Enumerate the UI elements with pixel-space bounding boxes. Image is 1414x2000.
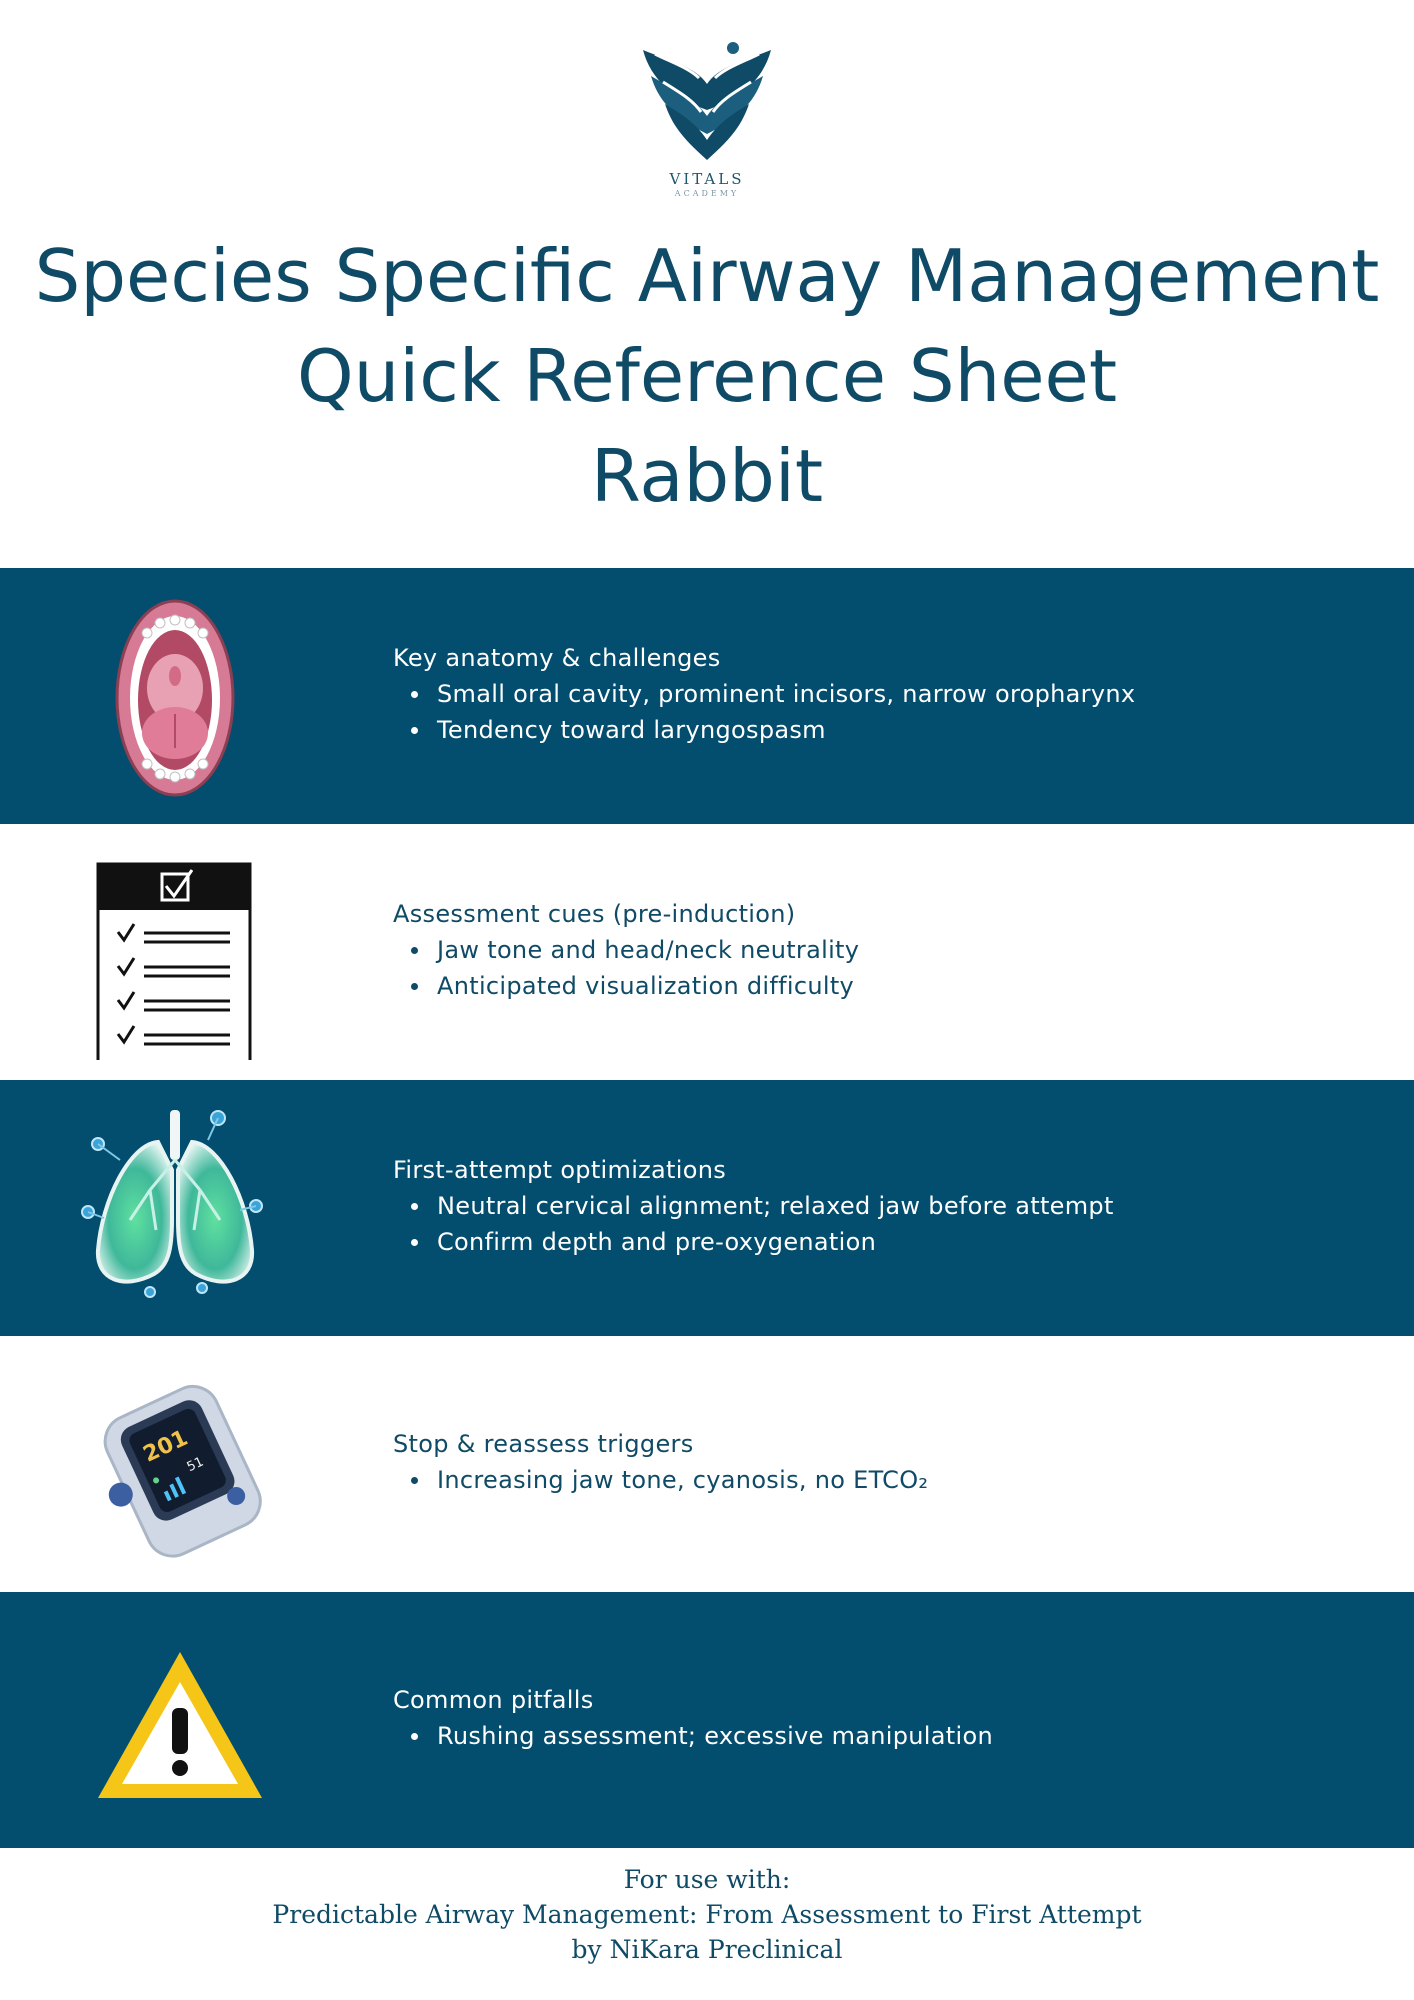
oximeter-reading-top: 201 bbox=[139, 1425, 192, 1468]
title-line-2: Quick Reference Sheet bbox=[296, 334, 1118, 418]
section-first-attempt bbox=[0, 1080, 1414, 1336]
checklist-icon bbox=[80, 844, 280, 1060]
section-heading: Stop & reassess triggers bbox=[393, 1430, 694, 1458]
footer-line-3: by NiKara Preclinical bbox=[571, 1935, 843, 1964]
open-mouth-icon bbox=[80, 588, 280, 804]
page-title bbox=[0, 226, 1414, 526]
list-item: Increasing jaw tone, cyanosis, no ETCO₂ bbox=[437, 1462, 1353, 1498]
footer-line-2: Predictable Airway Management: From Assessment to First Attempt bbox=[272, 1900, 1142, 1929]
lungs-icon bbox=[80, 1100, 280, 1316]
warning-icon bbox=[80, 1612, 280, 1828]
section-content bbox=[393, 1426, 1353, 1498]
section-stop-reassess bbox=[0, 1336, 1414, 1592]
list-item: Anticipated visualization difficulty bbox=[437, 968, 1353, 1004]
section-content bbox=[393, 1682, 1353, 1754]
bullet-list bbox=[393, 1462, 1353, 1498]
footer bbox=[0, 1862, 1414, 1967]
title-line-3: Rabbit bbox=[590, 434, 824, 518]
section-content bbox=[393, 640, 1353, 748]
pulse-oximeter-icon bbox=[80, 1356, 280, 1572]
logo-name: VITALS bbox=[669, 170, 745, 188]
bullet-list bbox=[393, 1718, 1353, 1754]
list-item: Jaw tone and head/neck neutrality bbox=[437, 932, 1353, 968]
title-line-1: Species Specific Airway Management bbox=[34, 234, 1380, 318]
footer-line-1: For use with: bbox=[623, 1865, 791, 1894]
section-key-anatomy bbox=[0, 568, 1414, 824]
list-item: Tendency toward laryngospasm bbox=[437, 712, 1353, 748]
section-content bbox=[393, 1152, 1353, 1260]
oximeter-reading-bottom: 51 bbox=[184, 1454, 207, 1476]
list-item: Rushing assessment; excessive manipulation bbox=[437, 1718, 1353, 1754]
section-common-pitfalls bbox=[0, 1592, 1414, 1848]
bullet-list bbox=[393, 1188, 1353, 1260]
section-heading: First-attempt optimizations bbox=[393, 1156, 727, 1184]
bullet-list bbox=[393, 676, 1353, 748]
wing-logo-icon bbox=[637, 40, 777, 166]
list-item: Confirm depth and pre-oxygenation bbox=[437, 1224, 1353, 1260]
header bbox=[0, 0, 1414, 568]
list-item: Small oral cavity, prominent incisors, narrow oropharynx bbox=[437, 676, 1353, 712]
list-item: Neutral cervical alignment; relaxed jaw before attempt bbox=[437, 1188, 1353, 1224]
bullet-list bbox=[393, 932, 1353, 1004]
section-heading: Key anatomy & challenges bbox=[393, 644, 721, 672]
section-assessment-cues bbox=[0, 824, 1414, 1080]
section-heading: Common pitfalls bbox=[393, 1686, 594, 1714]
section-content bbox=[393, 896, 1353, 1004]
vitals-academy-logo bbox=[630, 40, 784, 208]
logo-subtitle: ACADEMY bbox=[674, 189, 740, 198]
section-heading: Assessment cues (pre-induction) bbox=[393, 900, 796, 928]
